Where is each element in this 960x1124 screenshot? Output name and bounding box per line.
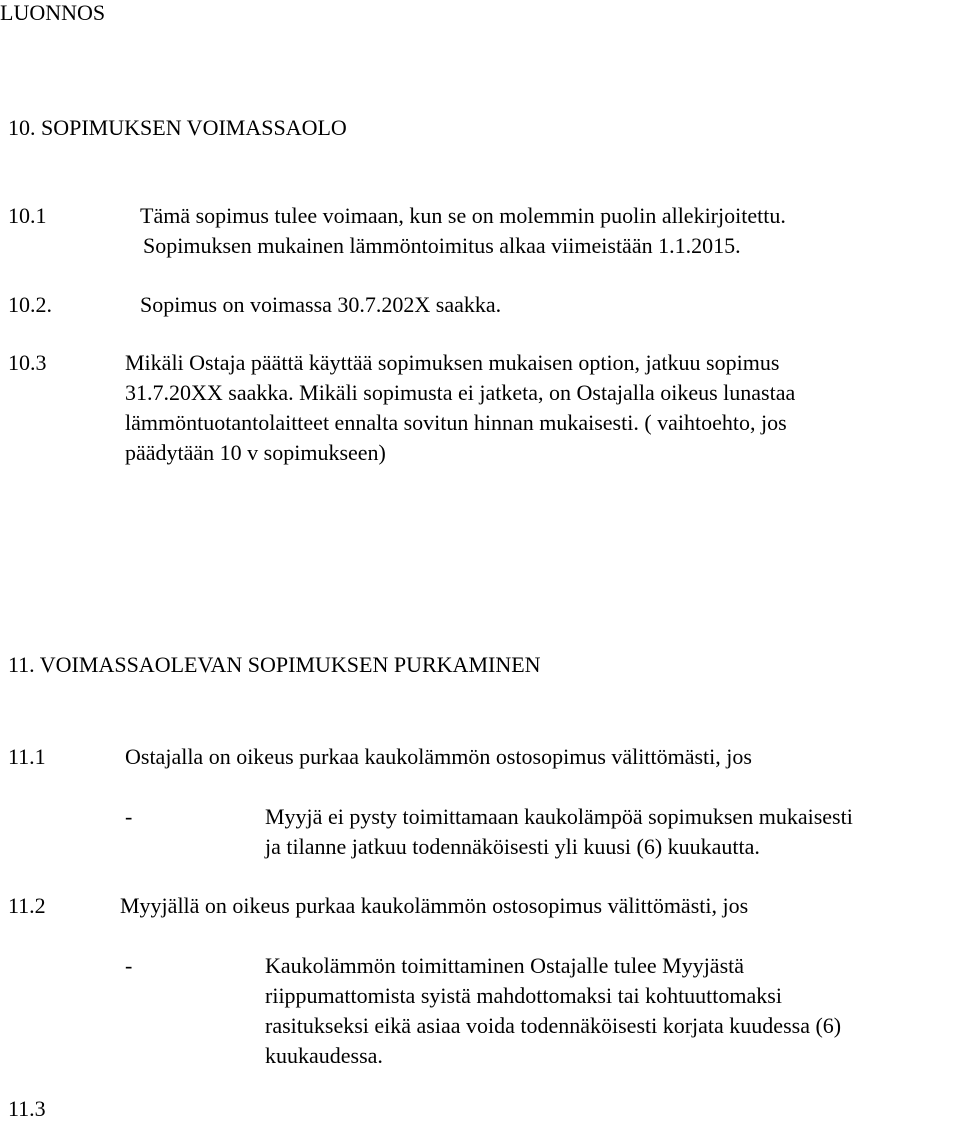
item-11-2-number: 11.2: [8, 893, 46, 918]
item-11-2-bullet-line-3: rasitukseksi eikä asiaa voida todennäköisesti korjata kuudessa (6): [265, 1013, 842, 1038]
item-10-3-line-3: lämmöntuotantolaitteet ennalta sovitun hinnan mukaisesti. ( vaihtoehto, jos: [125, 410, 787, 435]
item-11-2-bullet-text: [265, 951, 841, 1071]
section-10-heading: 10. SOPIMUKSEN VOIMASSAOLO: [8, 115, 347, 140]
item-10-3-text: [125, 348, 795, 468]
item-11-2-bullet-line-4: kuukaudessa.: [265, 1043, 383, 1068]
item-10-1-line-1: Tämä sopimus tulee voimaan, kun se on molemmin puolin allekirjoitettu.: [140, 203, 786, 228]
item-10-2-number: 10.2.: [8, 292, 52, 317]
item-11-2-text: Myyjällä on oikeus purkaa kaukolämmön ostosopimus välittömästi, jos: [120, 893, 749, 918]
item-11-2-bullet-line-2: riippumattomista syistä mahdottomaksi tai kohtuuttomaksi: [265, 983, 782, 1008]
item-10-1-text: [140, 201, 786, 261]
item-10-1-number: 10.1: [8, 203, 47, 228]
item-11-1-bullet-text: [265, 802, 853, 862]
item-10-2-text: Sopimus on voimassa 30.7.202X saakka.: [140, 292, 502, 317]
section-11-heading: 11. VOIMASSAOLEVAN SOPIMUKSEN PURKAMINEN: [8, 652, 541, 677]
item-11-2-bullet-line-1: Kaukolämmön toimittaminen Ostajalle tulee Myyjästä: [265, 953, 745, 978]
item-10-3-line-4: päädytään 10 v sopimukseen): [125, 440, 386, 465]
item-11-1-bullet-line-2: ja tilanne jatkuu todennäköisesti yli kuusi (6) kuukautta.: [265, 834, 760, 859]
item-10-3-number: 10.3: [8, 350, 47, 375]
item-11-1-number: 11.1: [8, 744, 46, 769]
item-10-1-line-2: Sopimuksen mukainen lämmöntoimitus alkaa viimeistään 1.1.2015.: [143, 233, 741, 258]
item-11-1-text: Ostajalla on oikeus purkaa kaukolämmön ostosopimus välittömästi, jos: [125, 744, 752, 769]
item-11-1-bullet-dash: -: [125, 804, 133, 829]
item-11-3-number: 11.3: [8, 1096, 46, 1121]
item-10-3-line-1: Mikäli Ostaja päättä käyttää sopimuksen mukaisen option, jatkuu sopimus: [125, 350, 780, 375]
item-11-2-bullet-dash: -: [125, 953, 133, 978]
item-10-3-line-2: 31.7.20XX saakka. Mikäli sopimusta ei jatketa, on Ostajalla oikeus lunastaa: [125, 380, 796, 405]
draft-label: LUONNOS: [0, 0, 106, 25]
item-11-1-bullet-line-1: Myyjä ei pysty toimittamaan kaukolämpöä sopimuksen mukaisesti: [265, 804, 853, 829]
